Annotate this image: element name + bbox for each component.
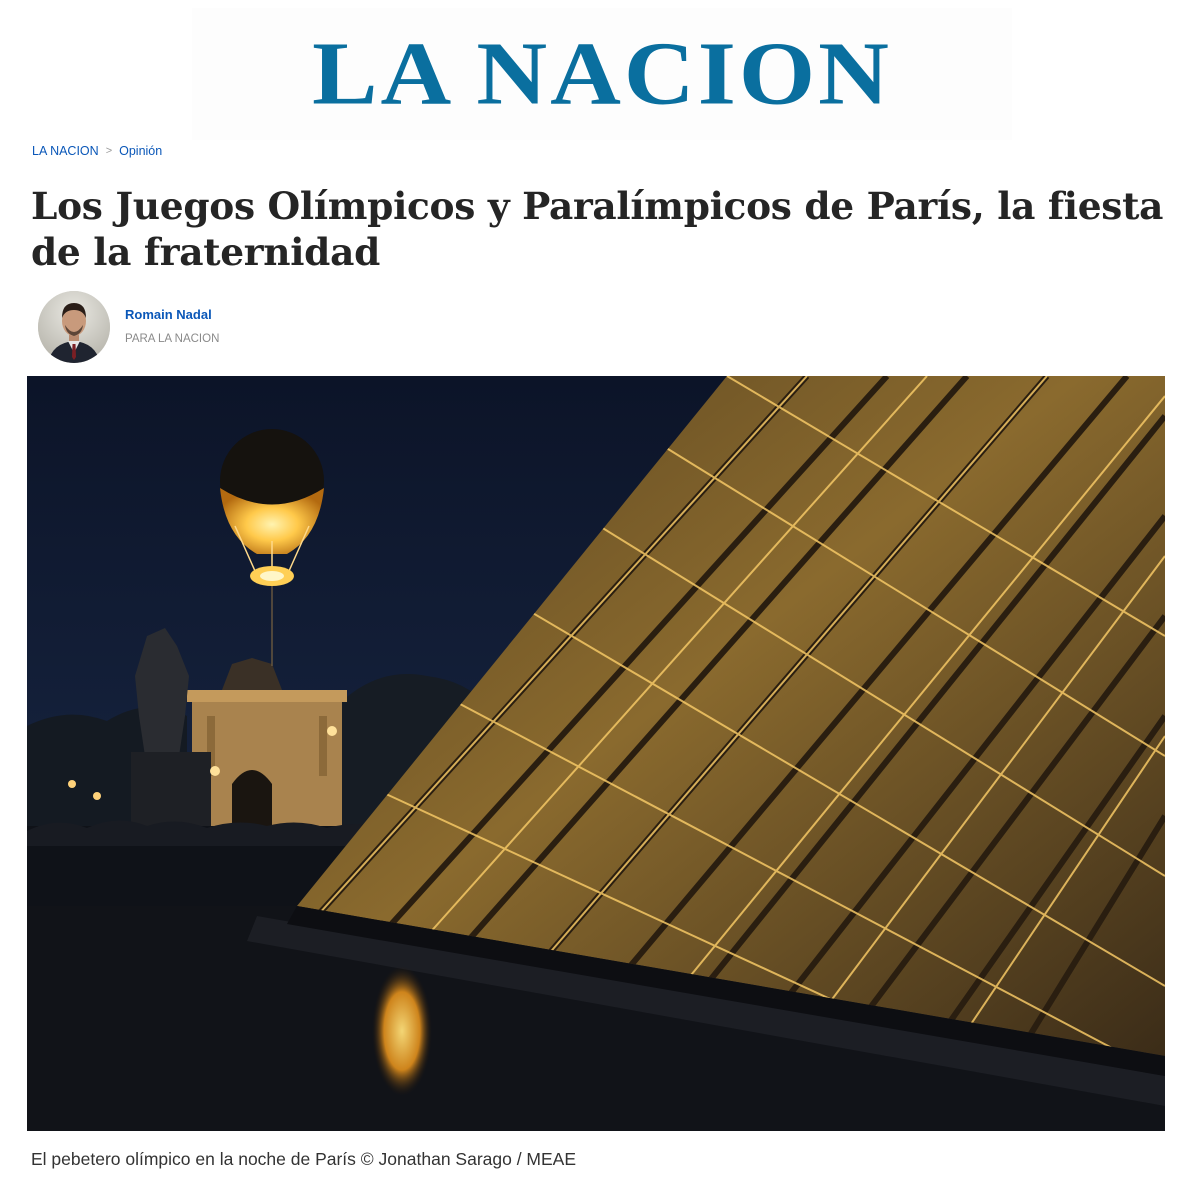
- breadcrumb-section-link[interactable]: Opinión: [119, 144, 163, 158]
- article-hero-image[interactable]: [27, 376, 1165, 1131]
- article-headline: Los Juegos Olímpicos y Paralímpicos de París, la fiesta de la fraternidad: [31, 184, 1164, 274]
- image-caption: El pebetero olímpico en la noche de París © Jonathan Sarago / MEAE: [31, 1149, 577, 1169]
- breadcrumb-home-link[interactable]: LA NACION: [32, 144, 99, 158]
- author-block: [38, 291, 219, 363]
- author-avatar[interactable]: [38, 291, 110, 363]
- masthead[interactable]: [192, 8, 1012, 140]
- author-affiliation: PARA LA NACION: [125, 333, 220, 345]
- breadcrumb-separator: >: [105, 145, 113, 157]
- author-portrait-icon: [38, 291, 110, 363]
- site-logo[interactable]: LA NACION: [312, 24, 892, 124]
- louvre-night-photo: [27, 376, 1165, 1131]
- author-name-link[interactable]: Romain Nadal: [125, 307, 212, 322]
- breadcrumb: [32, 143, 162, 159]
